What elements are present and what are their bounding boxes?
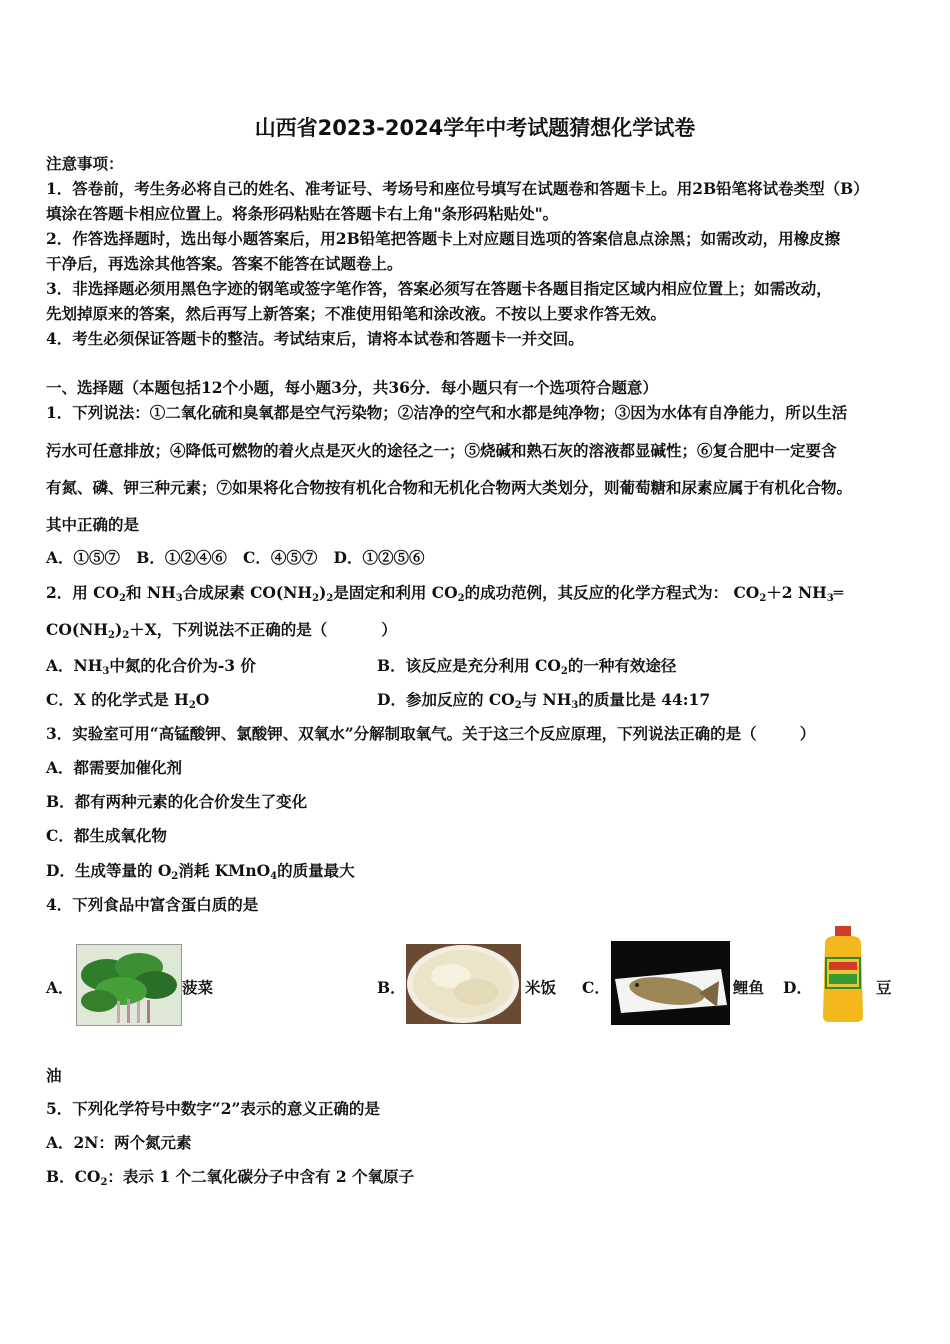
q4-option-c-letter: C． [582, 978, 610, 997]
q1-options: A．①⑤⑦ B．①②④⑥ C．④⑤⑦ D．①②⑤⑥ [46, 548, 425, 567]
q3-stem: 3．实验室可用“高锰酸钾、氯酸钾、双氧水”分解制取氧气。关于这三个反应原理，下列说法正确的是（ ） [46, 724, 816, 743]
q5-option-b: B．$CO_2$：表示 1 个二氧化碳分子中含有 2 个氧原子 [46, 1167, 415, 1188]
q5-option-a: A．2N：两个氮元素 [46, 1133, 192, 1152]
q4-option-a-letter: A． [46, 978, 74, 997]
notice-line-7: 4．考生必须保证答题卡的整洁。考试结束后，请将本试卷和答题卡一并交回。 [46, 329, 584, 348]
q2-line-2: $CO(NH_2)_2+X$，下列说法不正确的是（ ） [46, 620, 397, 641]
q2-option-c: C．X 的化学式是 $H_2O$ [46, 690, 210, 711]
spinach-image [76, 944, 182, 1026]
q4-option-c-label: 鲤鱼 [733, 978, 765, 997]
q1-line-3: 有氮、磷、钾三种元素；⑦如果将化合物按有机化合物和无机化合物两大类划分，则葡萄糖和尿素应属于有机化合物。 [46, 478, 853, 497]
q5-stem: 5．下列化学符号中数字“2”表示的意义正确的是 [46, 1099, 380, 1118]
notice-line-3: 2．作答选择题时，选出每小题答案后，用2B铅笔把答题卡上对应题目选项的答案信息点涂黑；如需改动，用橡皮擦 [46, 229, 841, 248]
q4-option-d-label: 豆 [876, 978, 892, 997]
page-title: 山西省2023-2024学年中考试题猜想化学试卷 [254, 116, 696, 140]
rice-image [406, 944, 521, 1024]
q2-option-d: D．参加反应的 $CO_2$与 $NH_3$的质量比是 44:17 [377, 690, 711, 711]
notice-line-1: 1．答卷前，考生务必将自己的姓名、准考证号、考场号和座位号填写在试题卷和答题卡上。用2B铅笔将试卷类型（B） [46, 179, 869, 198]
q4-option-a-label: 菠菜 [182, 978, 214, 997]
q4-option-b-letter: B． [377, 978, 406, 997]
notice-heading: 注意事项： [46, 154, 124, 173]
notice-line-5: 3．非选择题必须用黑色字迹的钢笔或签字笔作答，答案必须写在答题卡各题目指定区域内相应位置上；如需改动， [46, 279, 832, 298]
carp-image [611, 941, 730, 1025]
soybean-oil-image [817, 924, 869, 1024]
notice-line-2: 填涂在答题卡相应位置上。将条形码粘贴在答题卡右上角"条形码粘贴处"。 [46, 204, 559, 223]
q3-option-a: A．都需要加催化剂 [46, 758, 183, 777]
q4-option-d-label-cont: 油 [46, 1066, 62, 1085]
q2-option-a: A．$NH_3$中氮的化合价为-3 价 [46, 656, 256, 677]
notice-line-6: 先划掉原来的答案，然后再写上新答案；不准使用铅笔和涂改液。不按以上要求作答无效。 [46, 304, 667, 323]
section-heading: 一、选择题（本题包括12个小题，每小题3分，共36分．每小题只有一个选项符合题意） [46, 378, 658, 397]
q4-stem: 4．下列食品中富含蛋白质的是 [46, 895, 259, 914]
q1-line-1: 1．下列说法：①二氧化硫和臭氧都是空气污染物；②洁净的空气和水都是纯净物；③因为水体有自净能力，所以生活 [46, 403, 848, 422]
q3-option-b: B．都有两种元素的化合价发生了变化 [46, 792, 308, 811]
q3-option-d: D．生成等量的 $O_2$消耗 KMnO$_4$的质量最大 [46, 861, 355, 882]
q4-option-d-letter: D． [783, 978, 812, 997]
q2-line-1: 2．用 $CO_2$和 $NH_3$合成尿素 $CO(NH_2)_2$是固定和利用 $CO_2$的成功范例，其反应的化学方程式为： $CO_2+2$ $NH_3═$ [46, 583, 844, 604]
q1-line-2: 污水可任意排放；④降低可燃物的着火点是灭火的途径之一；⑤烧碱和熟石灰的溶液都显碱性；⑥复合肥中一定要含 [46, 441, 837, 460]
q2-option-b: B．该反应是充分利用 $CO_2$的一种有效途径 [377, 656, 677, 677]
q4-option-b-label: 米饭 [525, 978, 557, 997]
q1-line-4: 其中正确的是 [46, 515, 140, 534]
q3-option-c: C．都生成氧化物 [46, 826, 167, 845]
notice-line-4: 干净后，再选涂其他答案。答案不能答在试题卷上。 [46, 254, 403, 273]
